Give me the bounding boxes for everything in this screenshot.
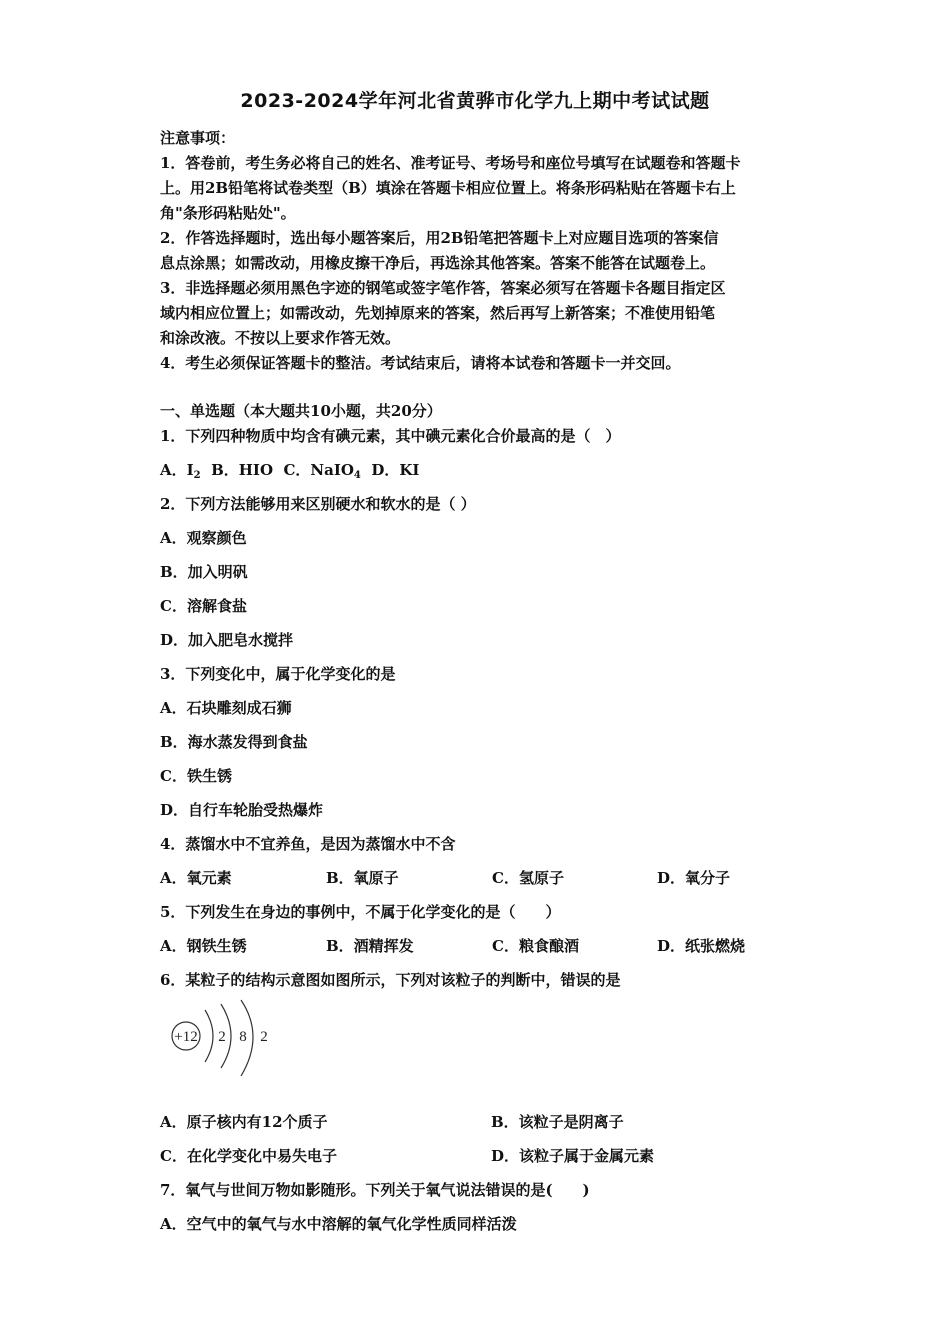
- option-c: C．溶解食盐: [160, 597, 247, 615]
- option-b: B．海水蒸发得到食盐: [160, 733, 308, 751]
- notes-line: 4．考生必须保证答题卡的整洁。考试结束后，请将本试卷和答题卡一并交回。: [160, 354, 681, 372]
- question-4-stem: 4．蒸馏水中不宜养鱼，是因为蒸馏水中不含: [160, 835, 456, 853]
- option-c: C．在化学变化中易失电子: [160, 1147, 337, 1165]
- shell-electron-count: 2: [260, 1029, 268, 1045]
- option-c: C．NaIO$_4$: [283, 461, 361, 481]
- option-b: B．加入明矾: [160, 563, 248, 581]
- option-d: D．氧分子: [657, 869, 731, 887]
- option-b: B．该粒子是阴离子: [491, 1113, 624, 1131]
- option-a: A．空气中的氧气与水中溶解的氧气化学性质同样活泼: [160, 1215, 517, 1233]
- notes-line: 域内相应位置上；如需改动，先划掉原来的答案，然后再写上新答案；不准使用铅笔: [160, 304, 716, 322]
- question-1-stem: 1．下列四种物质中均含有碘元素，其中碘元素化合价最高的是（ ）: [160, 427, 621, 445]
- notes-line: 2．作答选择题时，选出每小题答案后，用2B铅笔把答题卡上对应题目选项的答案信: [160, 229, 719, 247]
- question-7-stem: 7．氧气与世间万物如影随形。下列关于氧气说法错误的是( ): [160, 1181, 590, 1199]
- option-b: B．氧原子: [326, 869, 399, 887]
- shell-electron-count: 2: [218, 1029, 226, 1045]
- question-1-options: [160, 460, 419, 480]
- option-c: C．铁生锈: [160, 767, 232, 785]
- notes-line: 上。用2B铅笔将试卷类型（B）填涂在答题卡相应位置上。将条形码粘贴在答题卡右上: [160, 179, 736, 197]
- option-a: A．$I_2$: [160, 461, 201, 481]
- option-a: A．原子核内有12个质子: [160, 1113, 328, 1131]
- section-heading: 一、单选题（本大题共10小题，共20分）: [160, 402, 442, 420]
- option-a: A．钢铁生锈: [160, 937, 247, 955]
- option-d: D．KI: [371, 461, 420, 479]
- option-b: B．酒精挥发: [326, 937, 414, 955]
- exam-title: 2023-2024学年河北省黄骅市化学九上期中考试试题: [240, 90, 710, 112]
- shell-electron-count: 8: [239, 1029, 247, 1045]
- notes-line: 3．非选择题必须用黑色字迹的钢笔或签字笔作答，答案必须写在答题卡各题目指定区: [160, 279, 726, 297]
- notes-heading: 注意事项：: [160, 129, 236, 147]
- option-a: A．石块雕刻成石狮: [160, 699, 292, 717]
- notes-line: 角"条形码粘贴处"。: [160, 204, 296, 222]
- option-b: B．HIO: [211, 461, 274, 479]
- nucleus-charge: +12: [174, 1029, 198, 1045]
- notes-line: 和涂改液。不按以上要求作答无效。: [160, 329, 401, 347]
- electron-shell-arc: [205, 1010, 213, 1062]
- question-5-stem: 5．下列发生在身边的事例中，不属于化学变化的是（ ）: [160, 903, 561, 921]
- question-6-stem: 6．某粒子的结构示意图如图所示，下列对该粒子的判断中，错误的是: [160, 971, 621, 989]
- option-d: D．该粒子属于金属元素: [491, 1147, 655, 1165]
- option-d: D．纸张燃烧: [657, 937, 746, 955]
- option-c: C．氢原子: [492, 869, 564, 887]
- question-3-stem: 3．下列变化中，属于化学变化的是: [160, 665, 396, 683]
- notes-line: 1．答卷前，考生务必将自己的姓名、准考证号、考场号和座位号填写在试题卷和答题卡: [160, 154, 741, 172]
- option-c: C．粮食酿酒: [492, 937, 579, 955]
- option-d: D．加入肥皂水搅拌: [160, 631, 294, 649]
- option-a: A．观察颜色: [160, 529, 247, 547]
- option-d: D．自行车轮胎受热爆炸: [160, 801, 324, 819]
- notes-line: 息点涂黑；如需改动，用橡皮擦干净后，再选涂其他答案。答案不能答在试题卷上。: [160, 254, 716, 272]
- question-2-stem: 2．下列方法能够用来区别硬水和软水的是（ ）: [160, 495, 476, 513]
- option-a: A．氧元素: [160, 869, 232, 887]
- atom-structure-diagram: [165, 998, 275, 1082]
